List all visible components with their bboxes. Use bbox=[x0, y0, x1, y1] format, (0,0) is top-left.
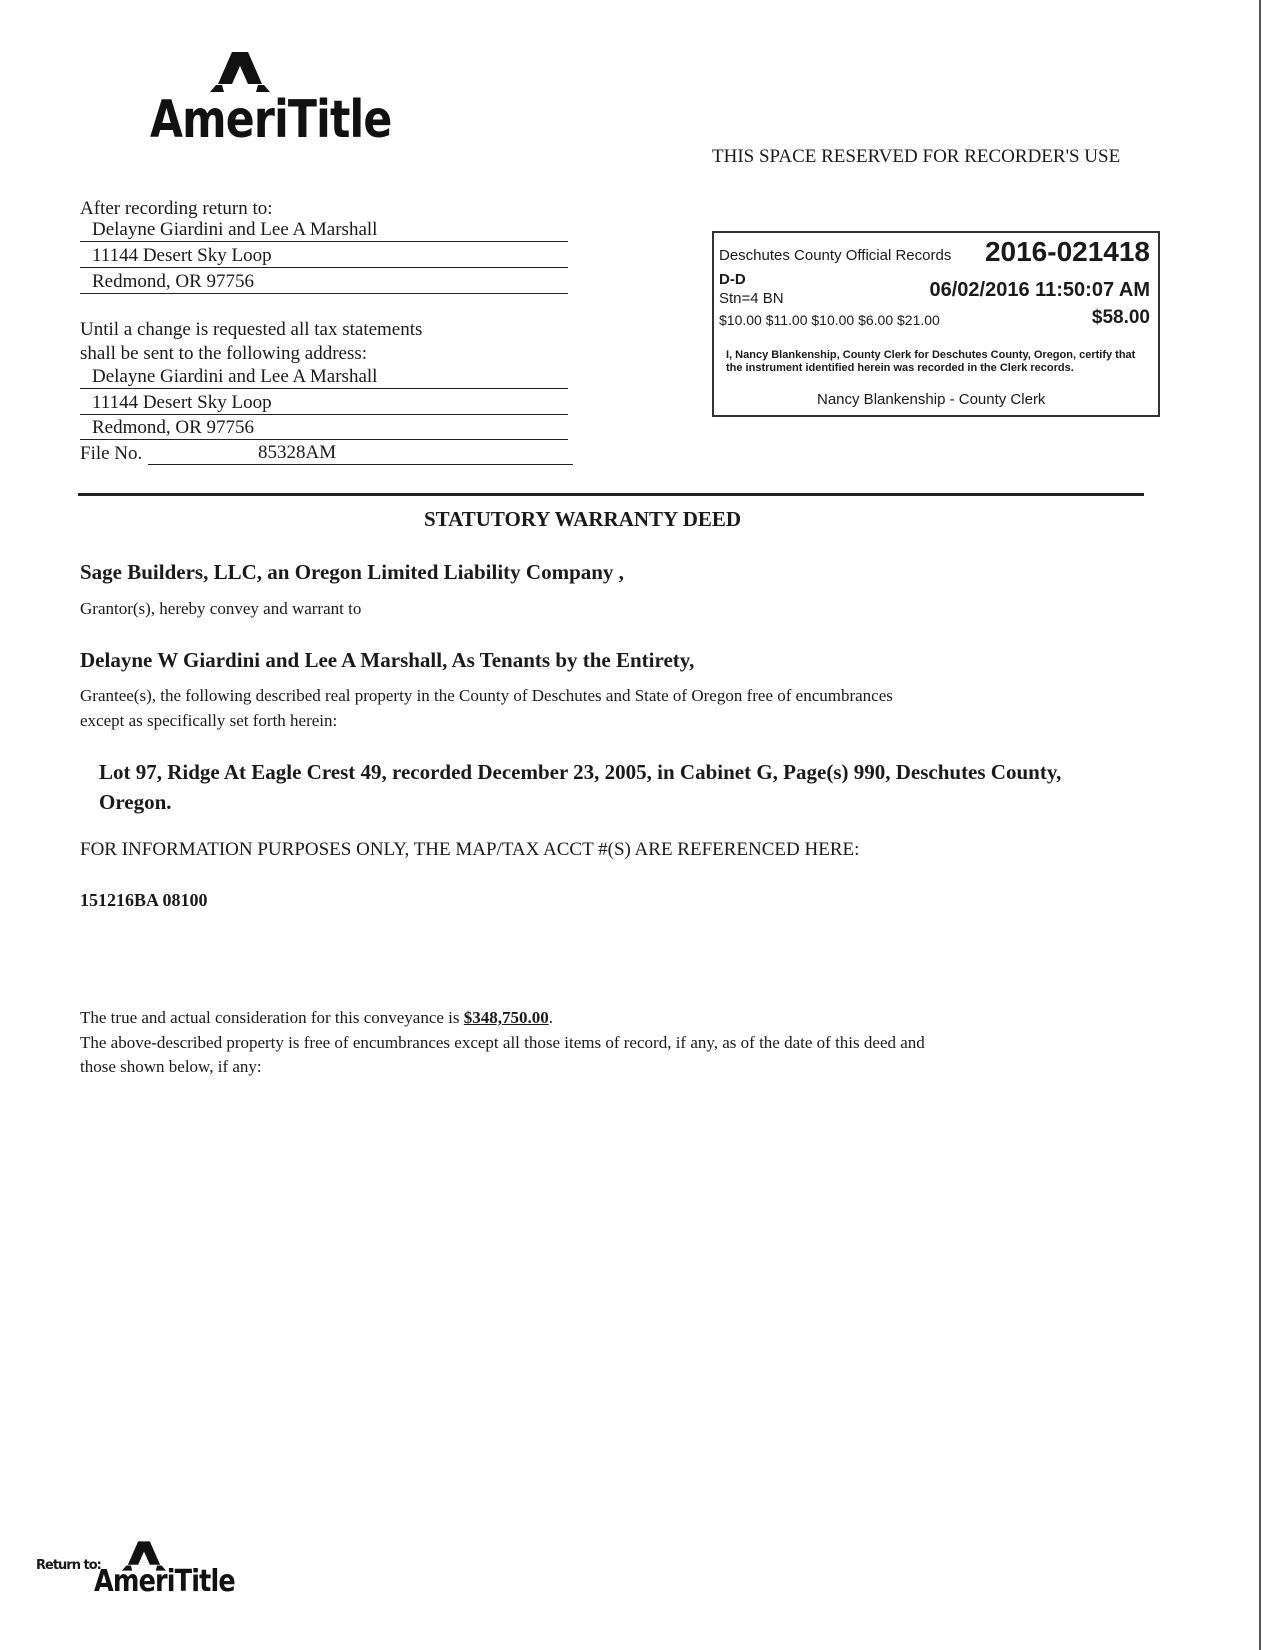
return-to-label: After recording return to: bbox=[80, 198, 273, 219]
return-to-stamp-label: Return to: bbox=[36, 1558, 101, 1573]
map-tax-label: FOR INFORMATION PURPOSES ONLY, THE MAP/TAX ACCT #(S) ARE REFERENCED HERE: bbox=[80, 839, 860, 860]
legal-description-2: Oregon. bbox=[99, 790, 172, 814]
tax-city-text: Redmond, OR 97756 bbox=[92, 417, 255, 438]
consideration-line bbox=[80, 1006, 553, 1030]
tax-street bbox=[80, 392, 568, 415]
recorder-reserved-label: THIS SPACE RESERVED FOR RECORDER'S USE bbox=[712, 146, 1121, 167]
clerk-signature: Nancy Blankenship - County Clerk bbox=[817, 391, 1046, 408]
header-divider bbox=[78, 493, 1144, 496]
tax-statements-label-2: shall be sent to the following address: bbox=[80, 343, 368, 364]
fees-total: $58.00 bbox=[1091, 307, 1150, 328]
encumbrance-line-2: those shown below, if any: bbox=[80, 1057, 262, 1076]
grantor-name: Sage Builders, LLC, an Oregon Limited Liability Company , bbox=[80, 560, 624, 584]
file-no-label: File No. bbox=[80, 443, 143, 464]
stamp-wordmark: AmeriTitle bbox=[94, 1564, 235, 1599]
return-to-street-text: 11144 Desert Sky Loop bbox=[92, 245, 272, 266]
return-to-name bbox=[80, 219, 568, 242]
ameritile-logo bbox=[150, 52, 392, 152]
doc-type: D-D bbox=[719, 271, 746, 288]
tax-name bbox=[80, 366, 568, 389]
tax-statements-label-1: Until a change is requested all tax statements bbox=[80, 319, 423, 340]
consideration-prefix: The true and actual consideration for this conveyance is bbox=[80, 1008, 460, 1027]
grantee-clause-1: Grantee(s), the following described real property in the County of Deschutes and State of Oregon free of encumbrances bbox=[80, 686, 893, 705]
clerk-certification: I, Nancy Blankenship, County Clerk for Deschutes County, Oregon, certify that the instrument identified herein was recorded in the Clerk records. bbox=[726, 349, 1136, 374]
scan-edge-rule bbox=[1259, 0, 1261, 1650]
return-to-stamp bbox=[36, 1538, 266, 1608]
encumbrance-line-1: The above-described property is free of encumbrances except all those items of record, if any, as of the date of this deed and bbox=[80, 1033, 925, 1052]
return-to-name-text: Delayne Giardini and Lee A Marshall bbox=[92, 219, 378, 240]
grantee-clause-2: except as specifically set forth herein: bbox=[80, 711, 338, 730]
return-to-city-text: Redmond, OR 97756 bbox=[92, 271, 255, 292]
station-label: Stn=4 BN bbox=[719, 290, 784, 307]
recorder-stamp-box bbox=[712, 231, 1160, 417]
grantor-clause: Grantor(s), hereby convey and warrant to bbox=[80, 599, 362, 618]
logo-a-mark-icon bbox=[210, 52, 270, 92]
tax-city bbox=[80, 417, 568, 440]
consideration-amount: $348,750.00 bbox=[463, 1008, 549, 1027]
grantee-name: Delayne W Giardini and Lee A Marshall, As Tenants by the Entirety, bbox=[80, 648, 695, 672]
county-records-label: Deschutes County Official Records bbox=[719, 247, 952, 264]
tax-name-text: Delayne Giardini and Lee A Marshall bbox=[92, 366, 378, 387]
tax-street-text: 11144 Desert Sky Loop bbox=[92, 392, 272, 413]
recording-fees: $10.00 $11.00 $10.00 $6.00 $21.00 bbox=[719, 312, 940, 328]
deed-title: STATUTORY WARRANTY DEED bbox=[424, 507, 742, 531]
return-to-city bbox=[80, 271, 568, 294]
return-to-street bbox=[80, 245, 568, 268]
file-number bbox=[148, 442, 573, 465]
map-tax-number: 151216BA 08100 bbox=[80, 890, 208, 910]
file-number-text: 85328AM bbox=[258, 442, 337, 463]
record-timestamp: 06/02/2016 11:50:07 AM bbox=[929, 279, 1150, 301]
legal-description-1: Lot 97, Ridge At Eagle Crest 49, recorded December 23, 2005, in Cabinet G, Page(s) 990, Deschutes County, bbox=[99, 760, 1062, 784]
logo-wordmark: AmeriTitle bbox=[150, 90, 392, 150]
consideration-suffix: . bbox=[548, 1008, 554, 1027]
record-number: 2016-021418 bbox=[984, 236, 1150, 267]
